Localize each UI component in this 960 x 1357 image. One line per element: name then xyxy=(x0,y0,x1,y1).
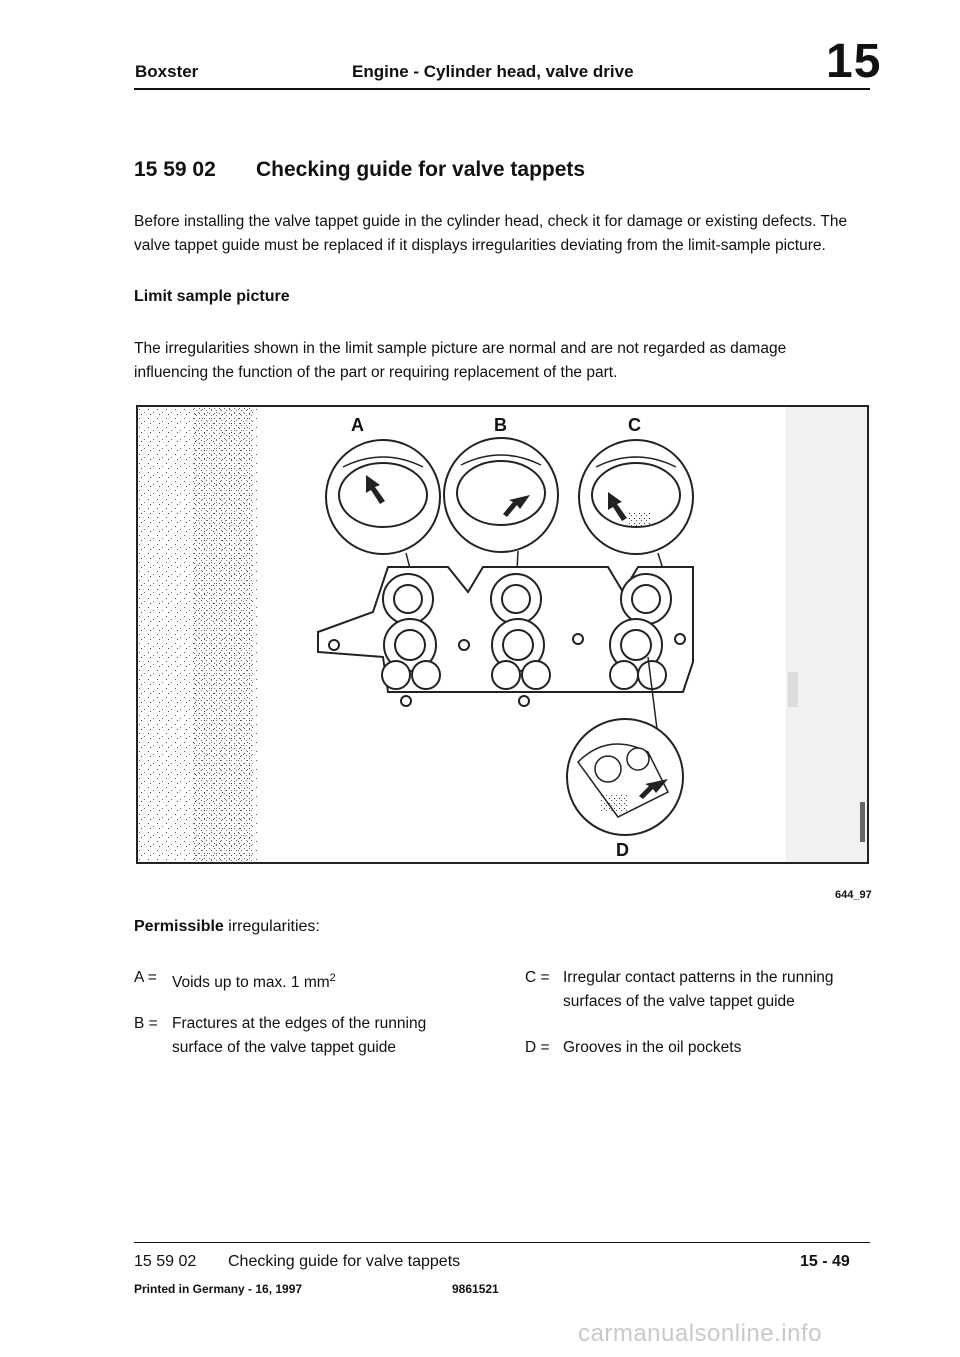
legend-key-c: C = xyxy=(525,969,550,986)
detail-circle-d xyxy=(567,719,683,835)
legend-text-c: Irregular contact patterns in the running surfaces of the valve tappet guide xyxy=(563,969,834,1010)
printed-info: Printed in Germany - 16, 1997 xyxy=(134,1282,303,1296)
section-title: Checking guide for valve tappets xyxy=(256,158,586,181)
label-c: C xyxy=(628,415,641,435)
legend-item-d xyxy=(525,1036,865,1062)
limit-sample-paragraph: The irregularities shown in the limit sample picture are normal and are not regarded as damage influencing the function of the part or requiring replacement of the part. xyxy=(134,340,787,381)
permissible-heading-bold: Permissible xyxy=(134,918,224,935)
chapter-number: 15 xyxy=(826,35,882,88)
label-a: A xyxy=(351,415,364,435)
header-title: Engine - Cylinder head, valve drive xyxy=(352,62,634,81)
legend-item-c xyxy=(525,966,865,1016)
legend-key-a: A = xyxy=(134,969,157,986)
legend-item-b xyxy=(134,1012,474,1062)
limit-sample-figure xyxy=(136,405,869,864)
legend-text-d: Grooves in the oil pockets xyxy=(563,1039,742,1056)
permissible-heading xyxy=(134,918,320,936)
limit-sample-heading: Limit sample picture xyxy=(134,288,290,305)
footer-title: Checking guide for valve tappets xyxy=(228,1253,461,1270)
watermark: carmanualsonline.info xyxy=(578,1320,822,1347)
footer-rule xyxy=(134,1242,870,1243)
figure-caption: 644_97 xyxy=(835,889,872,901)
part-number: 9861521 xyxy=(452,1282,499,1296)
intro-paragraph: Before installing the valve tappet guide in the cylinder head, check it for damage or existing defects. The valve tappet guide must be replaced if it displays irregularities deviating from the limit-sample picture. xyxy=(134,213,848,254)
legend-text-a-superscript: 2 xyxy=(329,972,336,984)
valve-tappet-guide-drawing xyxy=(138,407,867,862)
legend-text-b: Fractures at the edges of the running surface of the valve tappet guide xyxy=(172,1015,427,1056)
label-d: D xyxy=(616,840,629,860)
page-number: 15 - 49 xyxy=(800,1253,850,1270)
header-rule xyxy=(134,88,870,90)
legend-item-a xyxy=(134,966,474,992)
section-number: 15 59 02 xyxy=(134,158,216,181)
scan-shade-right xyxy=(786,407,867,862)
permissible-heading-rest: irregularities: xyxy=(223,918,320,935)
label-b: B xyxy=(494,415,507,435)
legend-key-b: B = xyxy=(134,1015,158,1032)
legend-text-a xyxy=(172,966,472,995)
tappet-guide-body xyxy=(318,567,693,706)
footer-section-number: 15 59 02 xyxy=(134,1253,197,1270)
header-model: Boxster xyxy=(135,62,199,81)
legend-text-a-value: Voids up to max. 1 mm xyxy=(172,974,330,992)
scan-noise-band xyxy=(193,407,253,862)
legend-key-d: D = xyxy=(525,1039,550,1056)
